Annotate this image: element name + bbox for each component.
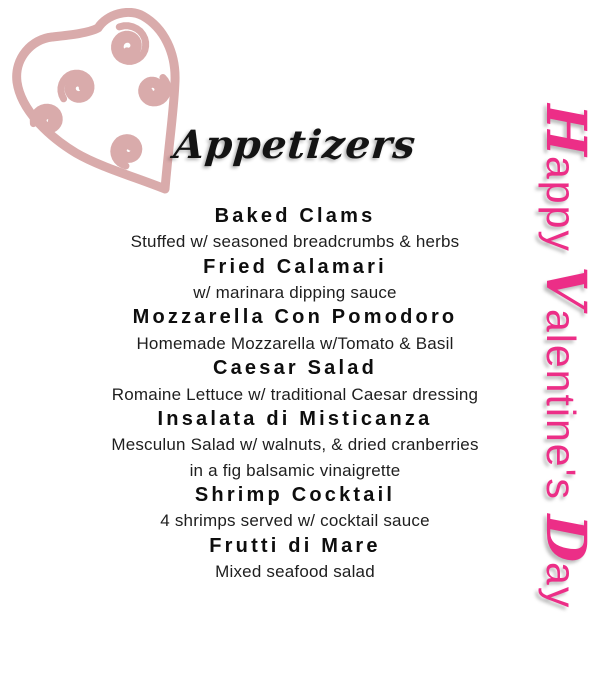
item-name: Frutti di Mare (209, 534, 381, 557)
item-name: Shrimp Cocktail (194, 483, 396, 506)
item-description: Romaine Lettuce w/ traditional Caesar dressing (111, 384, 479, 404)
item-description: Stuffed w/ seasoned breadcrumbs & herbs (130, 232, 460, 252)
menu-item (47, 305, 543, 356)
side-text-cap: H (534, 104, 599, 156)
section-title: Appetizers (172, 122, 418, 168)
item-description: in a fig balsamic vinaigrette (189, 460, 401, 480)
item-description: 4 shrimps served w/ cocktail sauce (160, 511, 430, 531)
menu-item (47, 255, 543, 306)
item-description: Mixed seafood salad (215, 561, 375, 581)
menu-item (47, 204, 543, 255)
heart-swirl (115, 26, 146, 62)
item-name: Fried Calamari (203, 255, 387, 278)
menu-item (47, 534, 543, 585)
side-text (534, 104, 599, 609)
side-text-cap: V (534, 266, 599, 309)
heart-swirl (61, 73, 91, 99)
heart-swirl (142, 78, 168, 103)
side-text-rest: appy (538, 155, 584, 267)
menu-item (47, 483, 543, 534)
item-name: Insalata di Misticanza (157, 407, 433, 430)
menu-item (47, 407, 543, 483)
appetizers-list (47, 204, 543, 584)
side-text-rest: ay (538, 562, 584, 610)
item-description: Homemade Mozzarella w/Tomato & Basil (136, 333, 454, 353)
side-text-rest: alentine's (538, 308, 584, 515)
item-name: Caesar Salad (212, 357, 378, 380)
item-description: w/ marinara dipping sauce (193, 283, 397, 303)
side-text-cap: D (534, 514, 599, 563)
swirl-heart-icon (5, 8, 200, 218)
menu-item (47, 356, 543, 407)
item-description: Mesculun Salad w/ walnuts, & dried cranberries (111, 435, 479, 455)
item-name: Mozzarella Con Pomodoro (132, 306, 458, 329)
item-name: Baked Clams (214, 205, 376, 227)
